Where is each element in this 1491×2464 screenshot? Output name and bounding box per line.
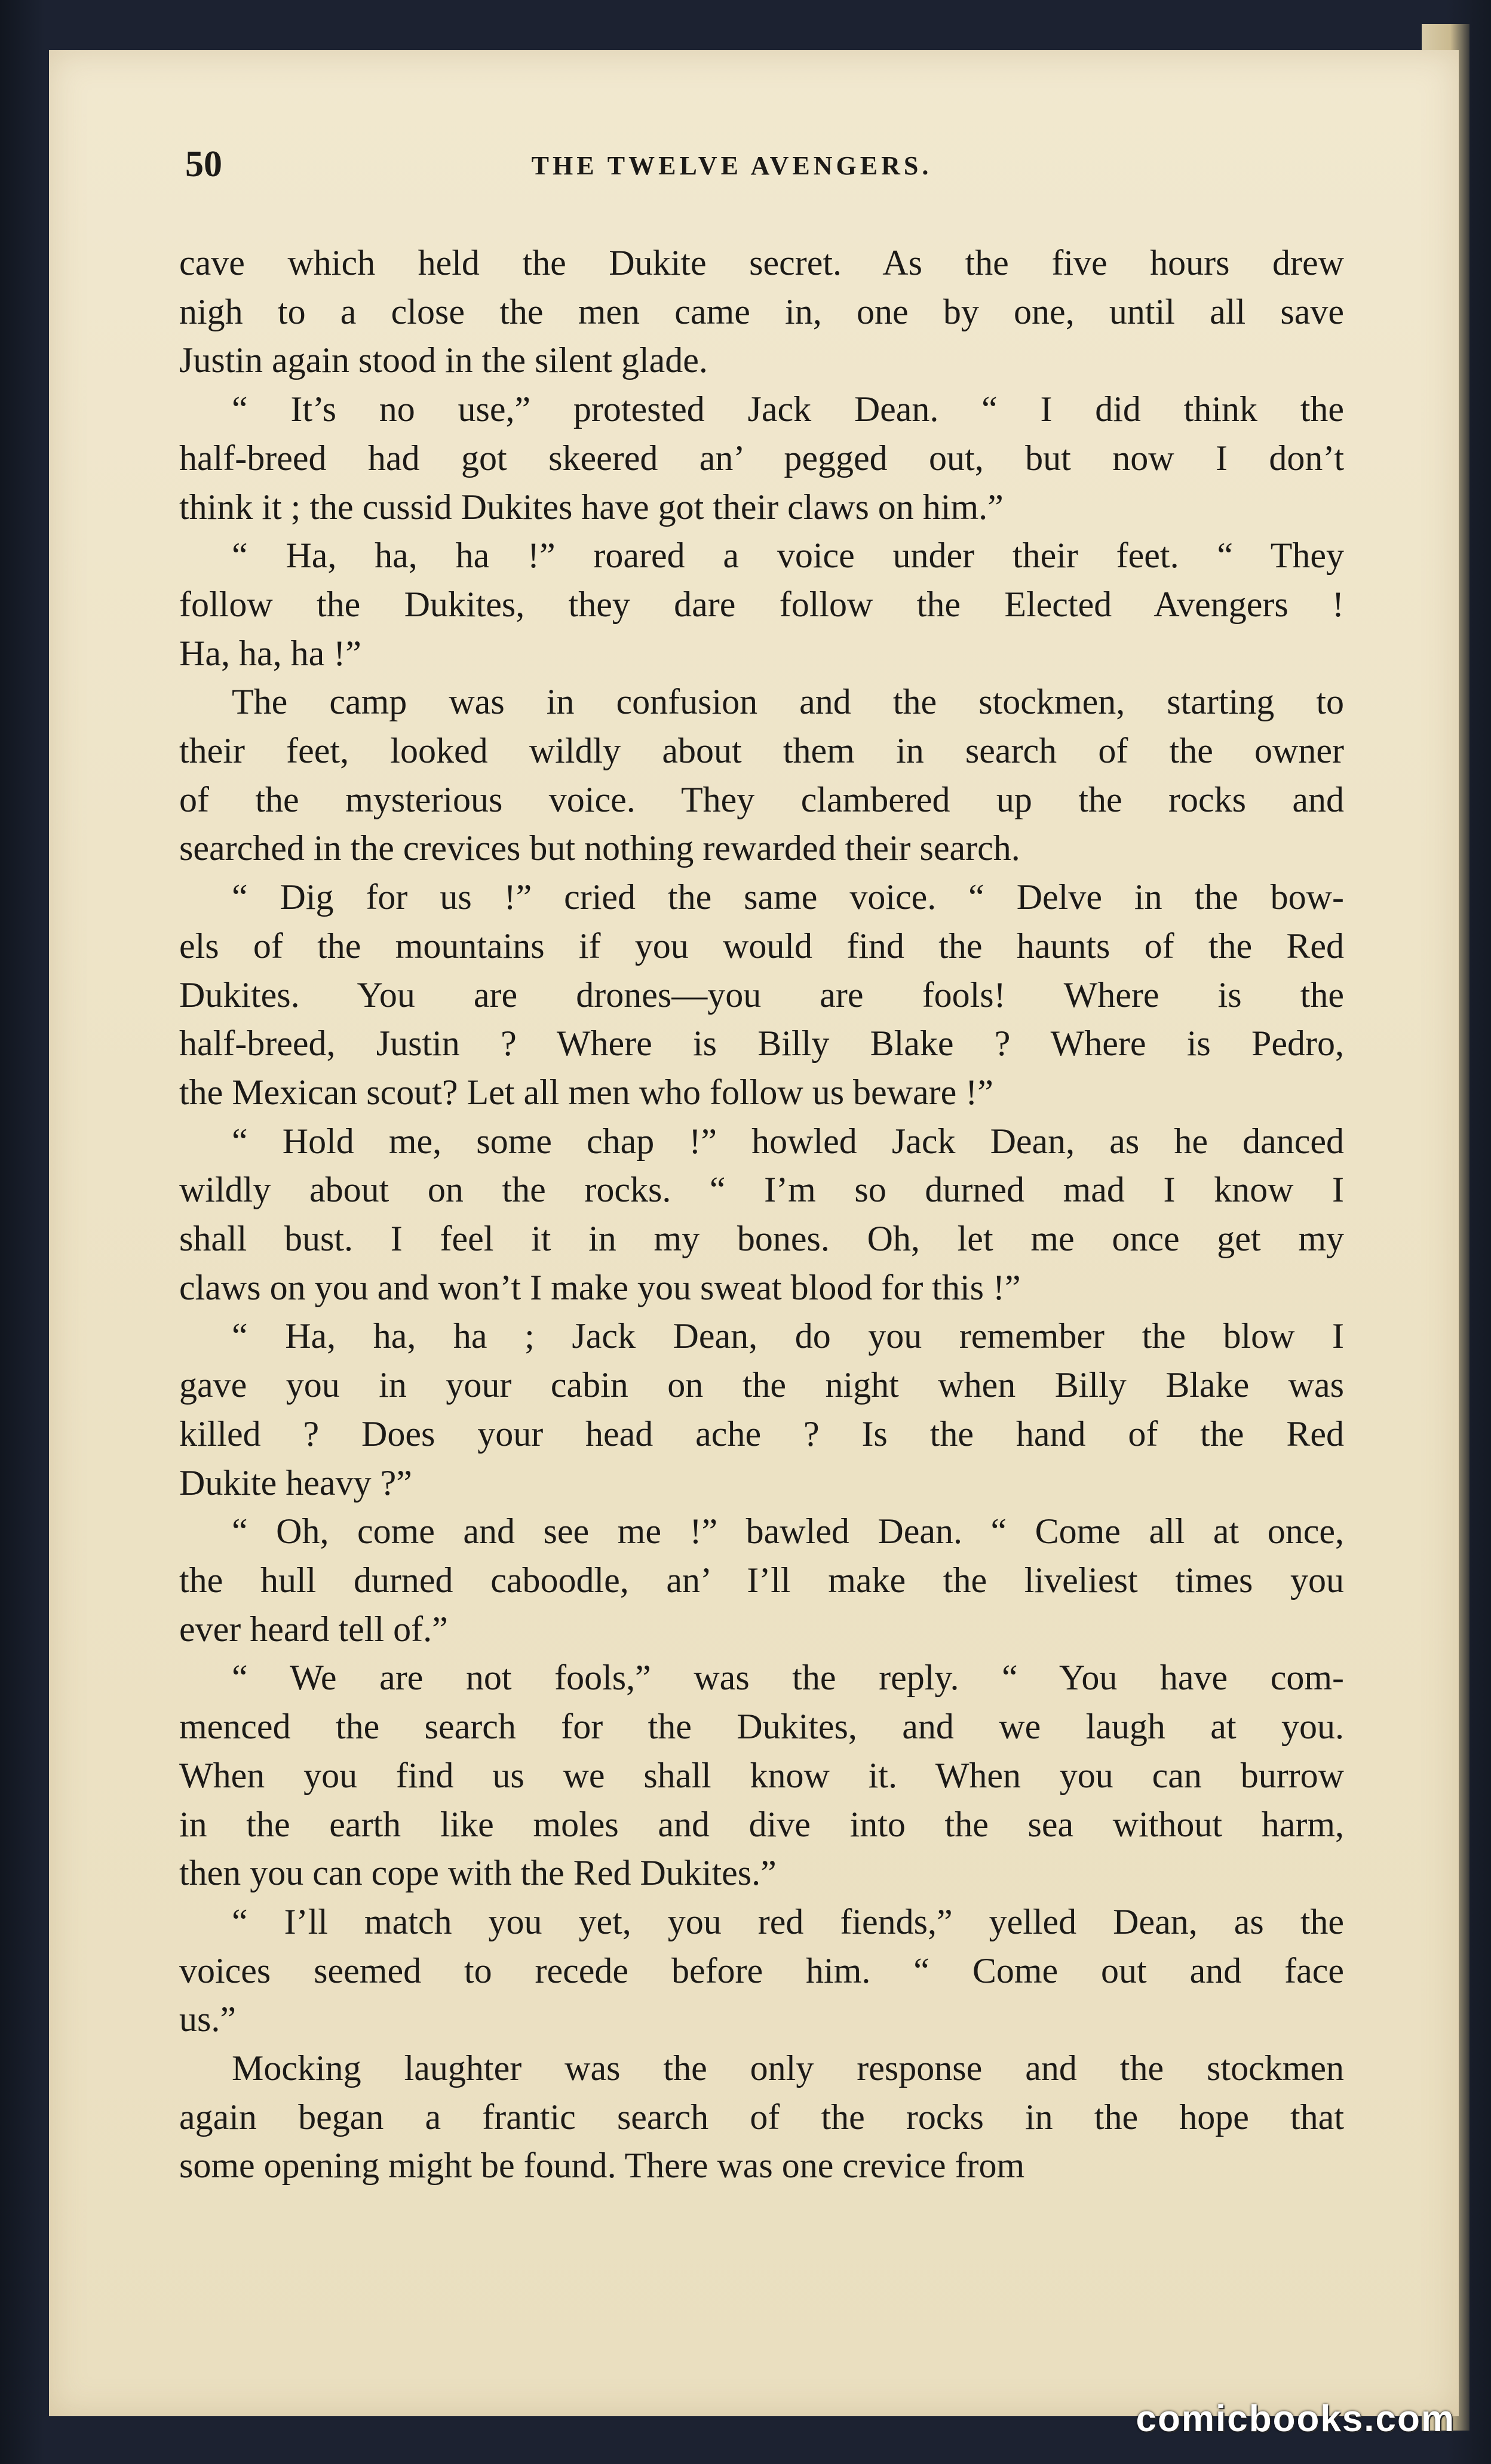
- text-line: again began a frantic search of the rocks in the hope that: [179, 2097, 1344, 2137]
- text-line: follow the Dukites, they dare follow the Elected Avengers !: [179, 584, 1344, 624]
- text-line: menced the search for the Dukites, and we laugh at you.: [179, 1707, 1344, 1747]
- text-line: half-breed, Justin ? Where is Billy Blake ? Where is Pedro,: [179, 1024, 1344, 1064]
- text-line: think it ; the cussid Dukites have got their claws on him.”: [179, 487, 1004, 527]
- running-head: THE TWELVE AVENGERS.: [531, 151, 932, 180]
- text-line: wildly about on the rocks. “ I’m so durned mad I know I: [179, 1170, 1344, 1210]
- text-line: their feet, looked wildly about them in search of the owner: [179, 731, 1344, 771]
- page-number: 50: [185, 144, 222, 185]
- text-line: “ Oh, come and see me !” bawled Dean. “ Come all at once,: [232, 1511, 1344, 1551]
- text-line: killed ? Does your head ache ? Is the hand of the Red: [179, 1414, 1344, 1454]
- text-line: shall bust. I feel it in my bones. Oh, let me once get my: [179, 1219, 1344, 1259]
- text-line: The camp was in confusion and the stockmen, starting to: [232, 682, 1344, 722]
- text-line: Dukite heavy ?”: [179, 1463, 412, 1503]
- text-line: When you find us we shall know it. When you can burrow: [179, 1755, 1344, 1795]
- text-line: cave which held the Dukite secret. As the five hours drew: [179, 243, 1344, 282]
- text-line: “ We are not fools,” was the reply. “ You have com-: [232, 1658, 1344, 1698]
- watermark: comicbooks.com: [1136, 2398, 1455, 2440]
- text-line: “ Ha, ha, ha ; Jack Dean, do you remember the blow I: [232, 1316, 1344, 1356]
- text-line: half-breed had got skeered an’ pegged out, but now I don’t: [179, 438, 1344, 478]
- text-line: ever heard tell of.”: [179, 1609, 448, 1649]
- text-line: “ Ha, ha, ha !” roared a voice under their feet. “ They: [232, 536, 1344, 576]
- text-line: “ Dig for us !” cried the same voice. “ Delve in the bow-: [232, 877, 1344, 917]
- text-line: Mocking laughter was the only response and the stockmen: [232, 2048, 1344, 2088]
- text-line: “ Hold me, some chap !” howled Jack Dean, as he danced: [232, 1121, 1344, 1161]
- text-line: voices seemed to recede before him. “ Come out and face: [179, 1950, 1344, 1990]
- page-header: [137, 143, 1326, 197]
- text-line: in the earth like moles and dive into the sea without harm,: [179, 1804, 1344, 1844]
- text-line: “ I’ll match you yet, you red fiends,” yelled Dean, as the: [232, 1901, 1344, 1941]
- text-line: gave you in your cabin on the night when Billy Blake was: [179, 1365, 1344, 1405]
- text-line: Justin again stood in the silent glade.: [179, 340, 708, 380]
- text-line: of the mysterious voice. They clambered up the rocks and: [179, 779, 1344, 819]
- text-line: searched in the crevices but nothing rewarded their search.: [179, 828, 1020, 868]
- text-line: us.”: [179, 1999, 236, 2039]
- text-line: then you can cope with the Red Dukites.”: [179, 1853, 777, 1893]
- text-line: claws on you and won’t I make you sweat blood for this !”: [179, 1267, 1021, 1307]
- body-text: [179, 239, 1344, 2190]
- text-line: nigh to a close the men came in, one by one, until all save: [179, 291, 1344, 331]
- text-line: the Mexican scout? Let all men who follow us beware !”: [179, 1072, 993, 1112]
- text-line: els of the mountains if you would find the haunts of the Red: [179, 926, 1344, 966]
- text-line: Ha, ha, ha !”: [179, 633, 361, 673]
- text-line: “ It’s no use,” protested Jack Dean. “ I did think the: [232, 389, 1344, 429]
- text-line: Dukites. You are drones—you are fools! Where is the: [179, 975, 1344, 1015]
- text-line: some opening might be found. There was one crevice from: [179, 2146, 1025, 2186]
- text-line: the hull durned caboodle, an’ I’ll make the liveliest times you: [179, 1560, 1344, 1600]
